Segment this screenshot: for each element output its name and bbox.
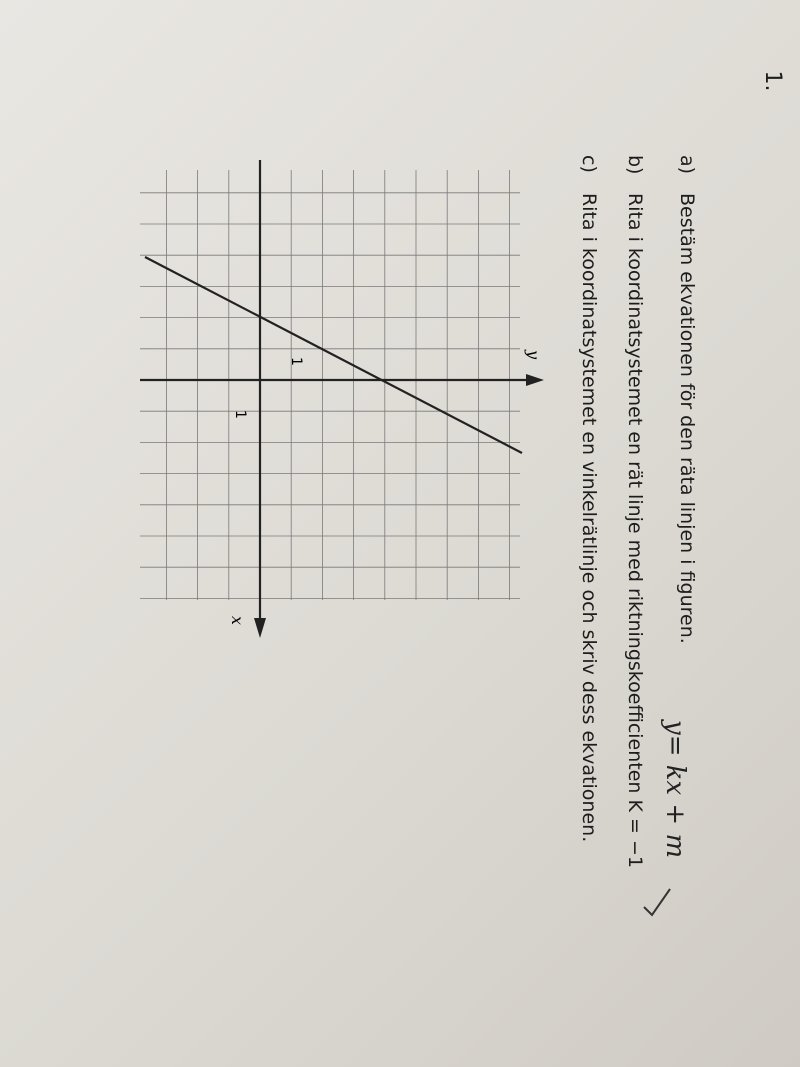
question-c-text: Rita i koordinatsystemet en vinkelrätlinje och skriv dess ekvationen. bbox=[578, 193, 600, 843]
coordinate-figure bbox=[120, 150, 543, 650]
question-c-label: c) bbox=[578, 155, 600, 173]
question-b-label: b) bbox=[624, 155, 646, 175]
question-a bbox=[674, 155, 700, 644]
question-c bbox=[576, 155, 602, 842]
question-b-text: Rita i koordinatsystemet en rät linje med riktningskoefficienten K = −1 bbox=[624, 193, 646, 868]
question-b bbox=[622, 155, 648, 868]
y-axis-label: y bbox=[524, 350, 543, 360]
problem-number: 1. bbox=[760, 70, 785, 92]
y-axis-arrow-icon bbox=[526, 374, 544, 386]
grid bbox=[140, 170, 520, 600]
handwritten-note: y= kx + m bbox=[660, 720, 690, 859]
checkmark-icon bbox=[640, 885, 674, 919]
y-tick-label: 1 bbox=[288, 357, 304, 366]
question-a-text: Bestäm ekvationen för den räta linjen i figuren. bbox=[676, 193, 698, 644]
x-tick-label: 1 bbox=[232, 410, 248, 419]
x-axis-label: x bbox=[228, 616, 247, 626]
question-a-label: a) bbox=[676, 155, 698, 175]
x-axis-arrow-icon bbox=[254, 618, 266, 638]
